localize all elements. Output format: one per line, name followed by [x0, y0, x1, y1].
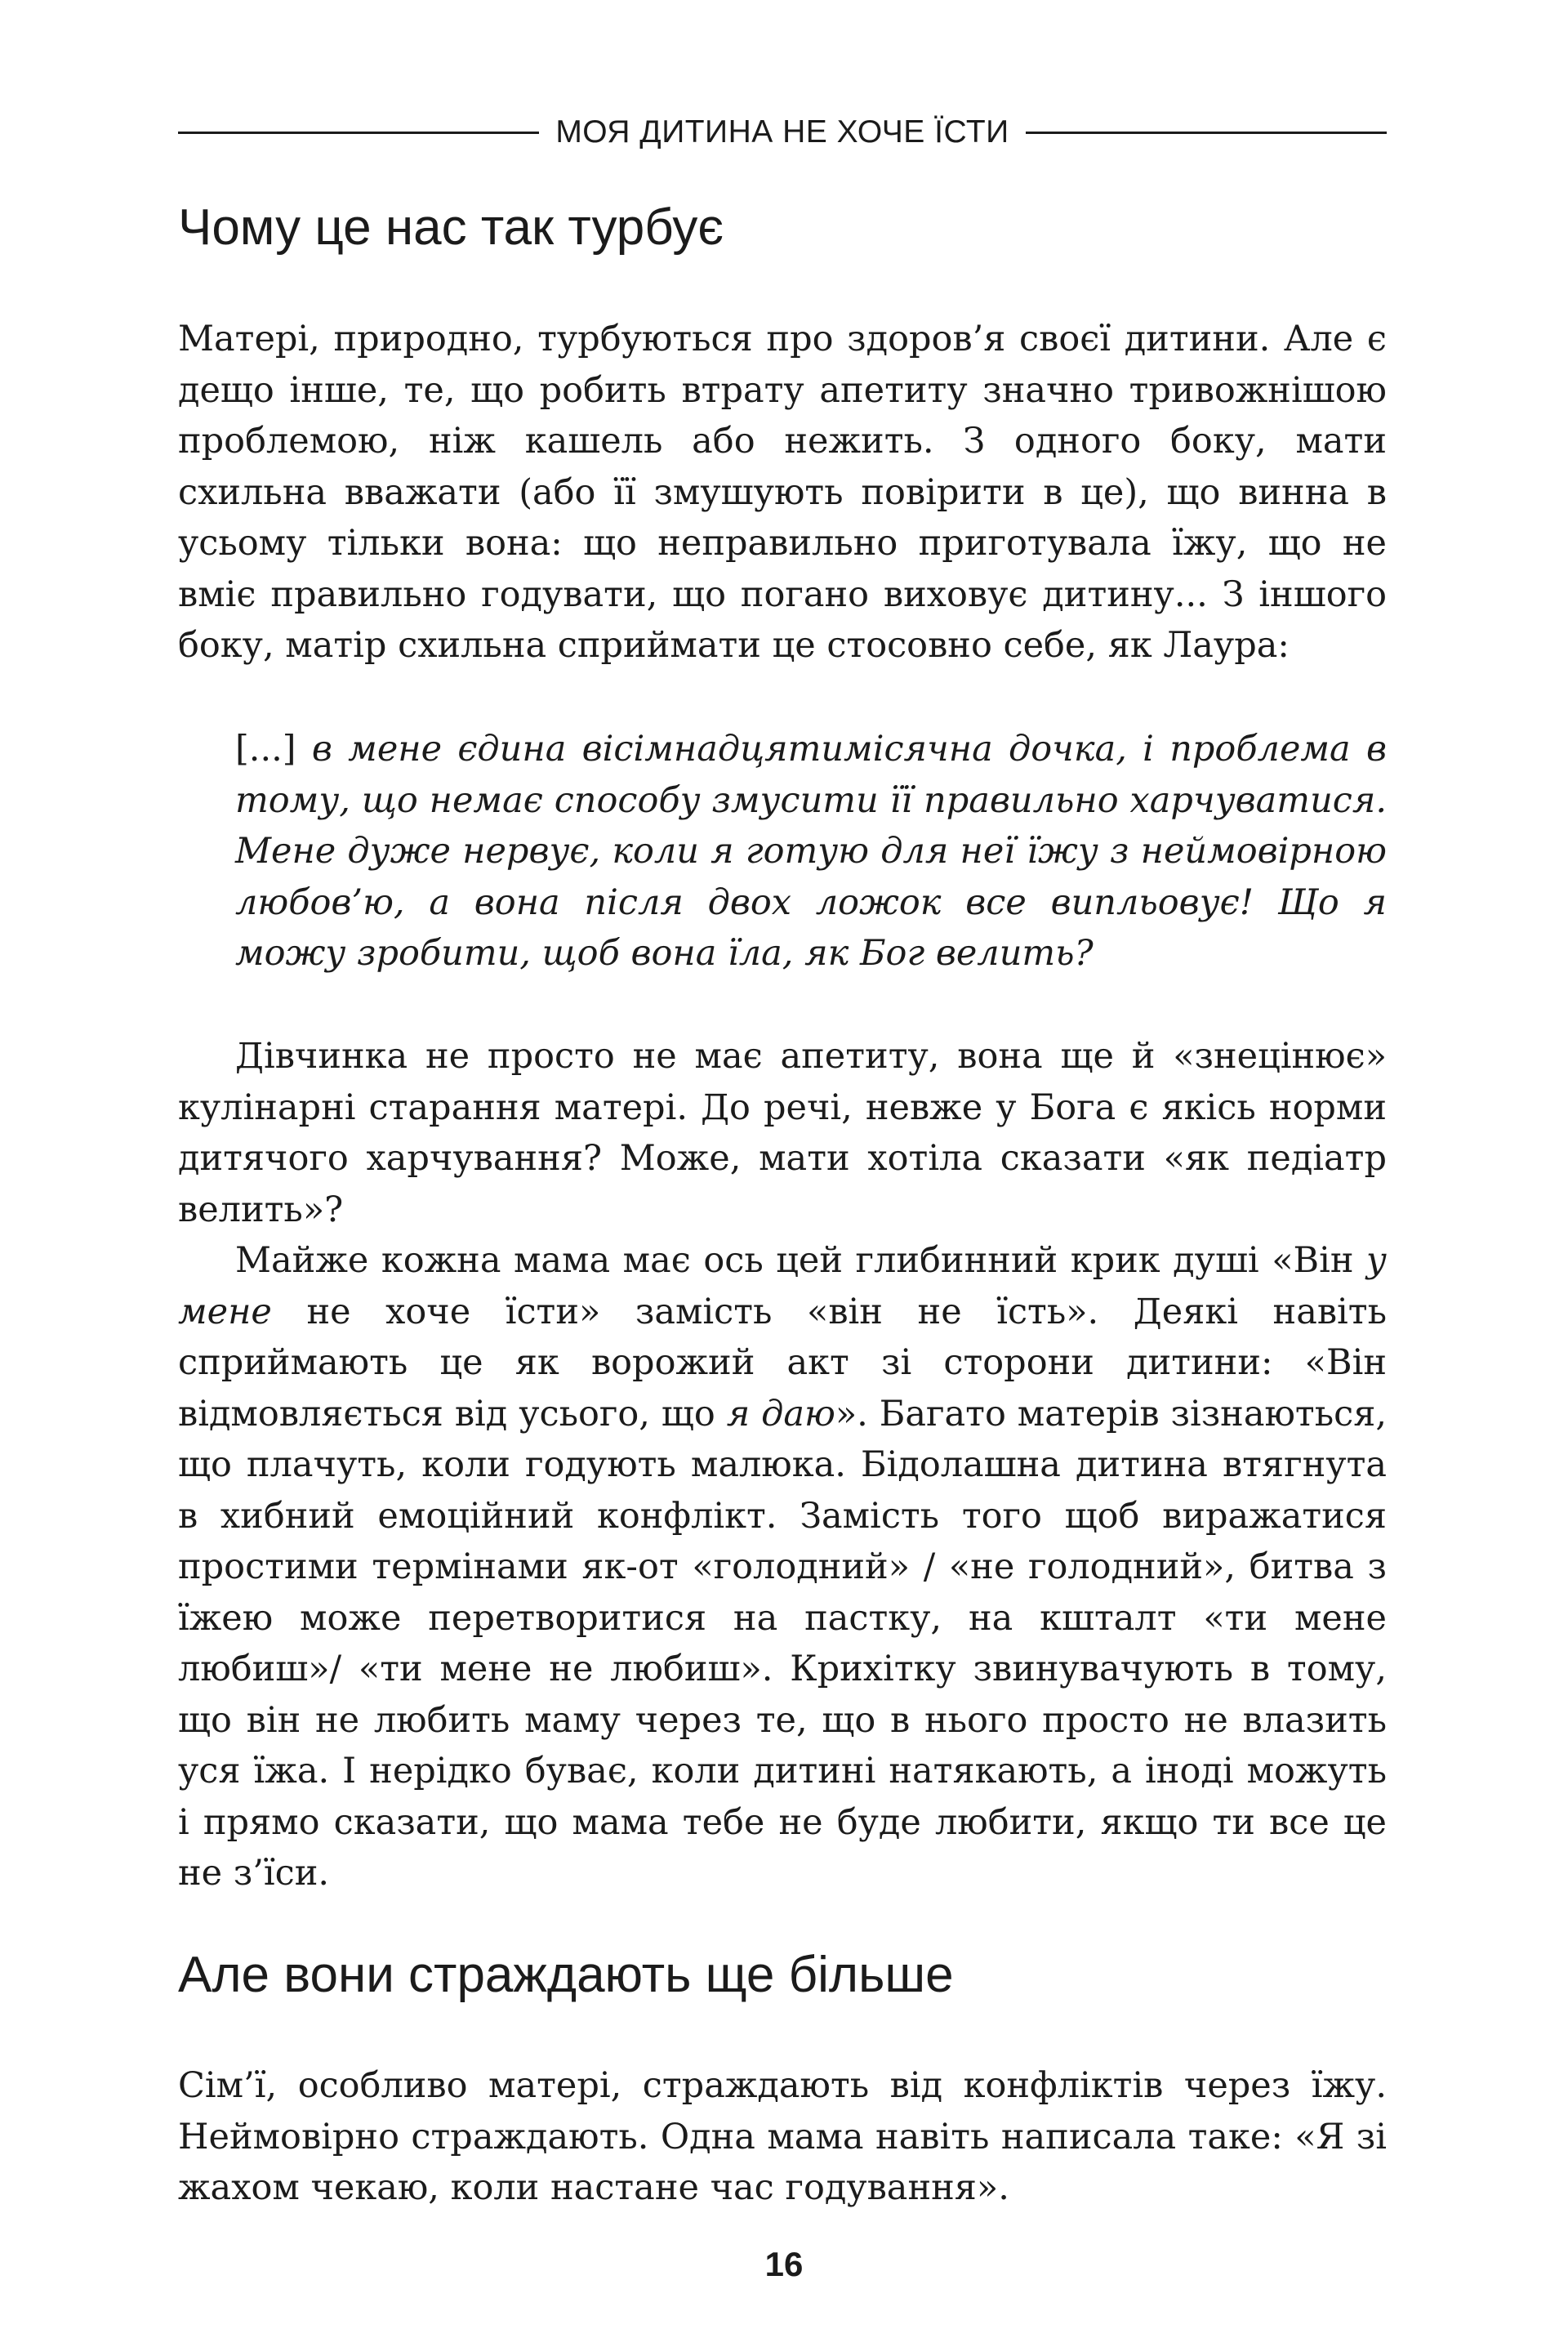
block-quote — [235, 724, 1387, 979]
paragraph-3-emphasis1: у мене — [178, 1240, 1387, 1332]
running-header — [178, 108, 1387, 157]
paragraph-3-part1: Майже кожна мама має ось цей глибинний крик душі «Він — [235, 1240, 1367, 1281]
section-heading-why-worry: Чому це нас так турбує — [178, 199, 724, 256]
section2-paragraph1 — [178, 2060, 1387, 2214]
section-heading-they-suffer: Але вони страждають ще більше — [178, 1947, 954, 2003]
paragraph-text: Сім’ї, особливо матері, страждають від конфліктів через їжу. Неймовірно страждають. Одна мама навіть написала таке: «Я зі жахом чекаю, коли настане час годування». — [178, 2065, 1387, 2208]
paragraph-3-emphasis2: я даю — [726, 1393, 835, 1435]
section1-paragraphs — [178, 1031, 1387, 1899]
paragraph-text: Матері, природно, турбуються про здоров’я своєї дитини. Але є дещо інше, те, що робить втрату апетиту значно тривожнішою проблемою, ніж кашель або нежить. З одного боку, мати схильна вважати (або її змушують повірити в це), що винна в усьому тільки вона: що неправильно приготувала їжу, що не вміє правильно годувати, що погано виховує дитину... З іншого боку, матір схильна сприймати це стосовно себе, як Лаура: — [178, 319, 1387, 666]
section1-paragraph1 — [178, 314, 1387, 672]
paragraph-3 — [178, 1235, 1387, 1899]
running-header-title: МОЯ ДИТИНА НЕ ХОЧЕ ЇСТИ — [555, 114, 1009, 149]
header-rule-right — [1026, 132, 1387, 134]
header-rule-left — [178, 132, 539, 134]
paragraph-3-part3: ». Багато матерів зізнаються, що плачуть, коли годують малюка. Бідолашна дитина втягнута в хибний емоційний конфлікт. Замість того щоб виражатися простими термінами як-от «голодний» / «не голодний», битва з їжею може перетворитися на пастку, на кшталт «ти мене любиш»/ «ти мене не любиш». Крихітку звинувачують в тому, що він не любить маму через те, що в нього просто не влазить уся їжа. І нерідко буває, коли дитині натякають, а іноді можуть і прямо сказати, що мама тебе не буде любити, якщо ти все це не з’їси. — [178, 1393, 1387, 1894]
paragraph-2: Дівчинка не просто не має апетиту, вона ще й «знецінює» кулінарні старання матері. До речі, невже у Бога є якісь норми дитячого харчування? Може, мати хотіла сказати «як педіатр велить»? — [178, 1036, 1387, 1230]
page-number: 16 — [764, 2245, 804, 2283]
quote-text: в мене єдина вісімнадцятимісячна дочка, і проблема в тому, що немає способу змусити її правильно харчуватися. Мене дуже нервує, коли я готую для неї їжу з неймовірною любов’ю, а вона після двох ложок все випльовує! Що я можу зробити, щоб вона їла, як Бог велить? — [235, 729, 1387, 974]
paragraph-3-part2: не хоче їсти» замість «він не їсть». Деякі навіть сприймають це як ворожий акт зі сторони дитини: «Він відмовляється від усього, що — [178, 1291, 1387, 1435]
quote-prefix: [...] — [235, 729, 296, 770]
